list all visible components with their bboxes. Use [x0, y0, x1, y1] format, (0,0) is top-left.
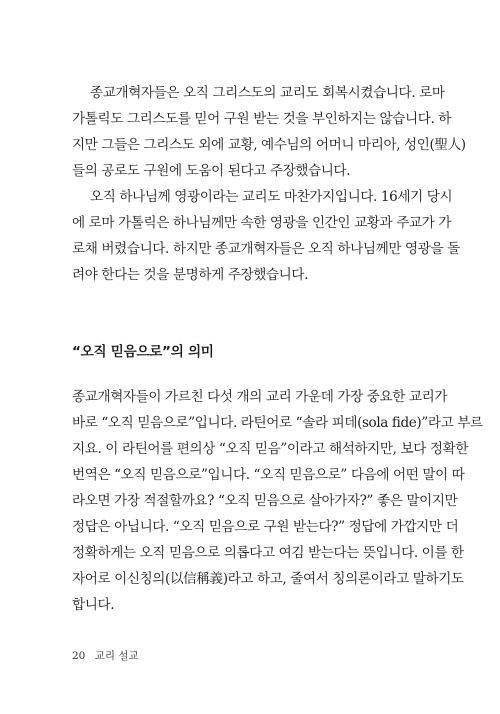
paragraph-line: 종교개혁자들이 가르친 다섯 개의 교리 가운데 가장 중요한 교리가	[72, 389, 448, 405]
paragraph-line: 바로 “오직 믿음으로”입니다. 라틴어로 “솔라 피데(sola fide)”라고 부르	[72, 415, 483, 431]
paragraph-line: 지만 그들은 그리스도 외에 교황, 예수님의 어머니 마리아, 성인(聖人)	[72, 137, 466, 153]
paragraph-line: 지요. 이 라틴어를 편의상 “오직 믿음”이라고 해석하지만, 보다 정확한	[72, 441, 469, 457]
paragraph-line: 자어로 이신칭의(以信稱義)라고 하고, 줄여서 칭의론이라고 말하기도	[72, 571, 464, 587]
paragraph-line: 오직 하나님께 영광이라는 교리도 마찬가지입니다. 16세기 당시	[90, 189, 453, 205]
paragraph-line: 번역은 “오직 믿음으로”입니다. “오직 믿음으로” 다음에 어떤 말이 따	[72, 467, 465, 483]
page-footer	[72, 649, 139, 663]
section-heading: “오직 믿음으로”의 의미	[72, 344, 214, 360]
paragraph-line: 라오면 가장 적절할까요? “오직 믿음으로 살아가자?” 좋은 말이지만	[72, 493, 458, 509]
page-number: 20	[72, 650, 86, 662]
paragraph-line: 정확하게는 오직 믿음으로 의롭다고 여김 받는다는 뜻입니다. 이를 한	[72, 545, 464, 561]
running-title: 교리 설교	[94, 650, 139, 662]
paragraph-line: 종교개혁자들은 오직 그리스도의 교리도 회복시켰습니다. 로마	[90, 85, 445, 101]
paragraph-line: 합니다.	[72, 597, 115, 613]
paragraph-line: 가톨릭도 그리스도를 믿어 구원 받는 것을 부인하지는 않습니다. 하	[72, 111, 452, 127]
paragraph-line: 로채 버렸습니다. 하지만 종교개혁자들은 오직 하나님께만 영광을 돌	[72, 241, 460, 257]
paragraph-line: 정답은 아닙니다. “오직 믿음으로 구원 받는다?” 정답에 가깝지만 더	[72, 519, 459, 535]
paragraph-line: 에 로마 가톨릭은 하나님께만 속한 영광을 인간인 교황과 주교가 가	[72, 215, 452, 231]
paragraph-line: 들의 공로도 구원에 도움이 된다고 주장했습니다.	[72, 163, 351, 179]
paragraph-line: 려야 한다는 것을 분명하게 주장했습니다.	[72, 267, 309, 283]
